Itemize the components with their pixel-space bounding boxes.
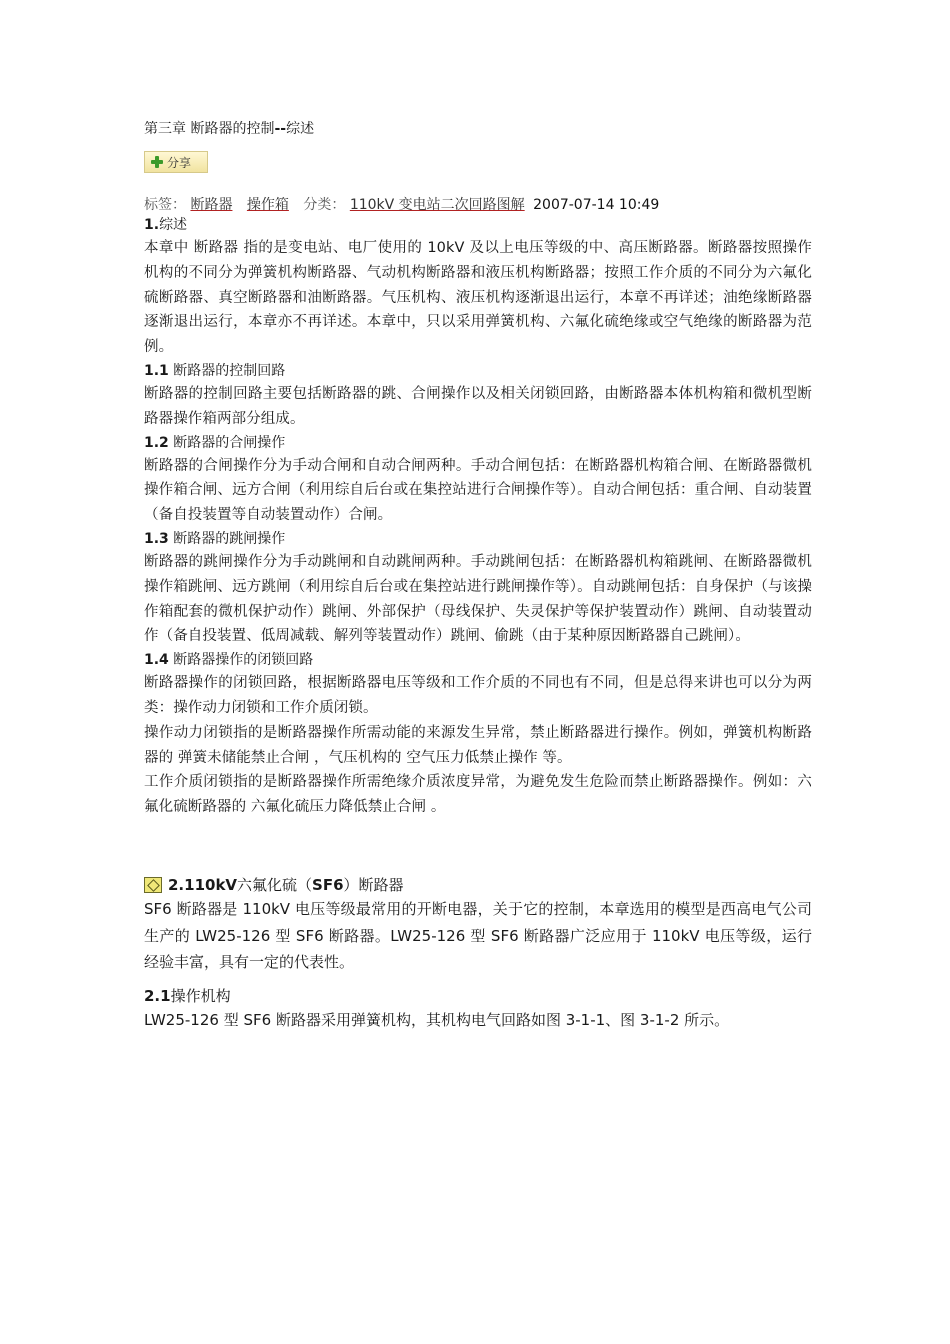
paragraph-overview: 本章中 断路器 指的是变电站、电厂使用的 10kV 及以上电压等级的中、高压断路器。断路器按照操作机构的不同分为弹簧机构断路器、气动机构断路器和液压机构断路器；按照工作介质的不同分为六氟化硫断路器、真空断路器和油断路器。气压机构、液压机构逐渐退出运行，本章不再详述；油绝缘断路器逐渐退出运行，本章亦不再详述。本章中，只以采用弹簧机构、六氟化硫绝缘或空气绝缘的断路器为范例。: [144, 240, 812, 356]
paragraph-medium-interlock: 工作介质闭锁指的是断路器操作所需绝缘介质浓度异常，为避免发生危险而禁止断路器操作。例如：六氟化硫断路器的 六氟化硫压力降低禁止合闸 。: [144, 774, 812, 816]
category-label: 分类：: [303, 197, 346, 213]
heading-2-text: 六氟化硫（: [237, 876, 313, 894]
paragraph-closing: 断路器的合闸操作分为手动合闸和自动合闸两种。手动合闸包括：在断路器机构箱合闸、在断路器微机操作箱合闸、远方合闸（利用综自后台或在集控站进行合闸操作等）。自动合闸包括：重合闸、自动装置（备自投装置等自动装置动作）合闸。: [144, 457, 812, 524]
section-title: 断路器的跳闸操作: [168, 530, 286, 547]
share-button[interactable]: [144, 151, 208, 173]
tags-label: 标签：: [144, 197, 186, 213]
heading-2-sf6: SF6: [312, 876, 344, 894]
section-title: 操作机构: [170, 986, 231, 1005]
heading-2-number: 2.110kV: [168, 876, 238, 894]
tag-link-breaker[interactable]: 断路器: [190, 197, 233, 213]
share-label: 分享: [167, 155, 192, 170]
section-title: 断路器的合闸操作: [168, 434, 286, 451]
section-heading-1-4: [144, 649, 812, 671]
section-heading-1: [144, 214, 812, 236]
image-placeholder-icon: [144, 877, 162, 893]
section-title: 综述: [159, 217, 188, 233]
paragraph-mechanism: LW25-126 型 SF6 断路器采用弹簧机构，其机构电气回路如图 3-1-1、图 3-1-2 所示。: [144, 1010, 730, 1029]
title-suffix: 综述: [286, 121, 315, 137]
paragraph-sf6-intro: SF6 断路器是 110kV 电压等级最常用的开断电器，关于它的控制，本章选用的模型是西高电气公司生产的 LW25-126 型 SF6 断路器。LW25-126 型 SF6 断路器广泛应用于 110kV 电压等级，运行经验丰富，具有一定的代表性。: [144, 900, 812, 971]
title-prefix: 第三章 断路器的控制: [144, 121, 275, 137]
section-heading-2: [144, 874, 812, 896]
section-number: 1.3: [144, 530, 169, 547]
section-number: 1.4: [144, 652, 169, 669]
article-body: [144, 214, 812, 820]
heading-2-tail: ）断路器: [343, 876, 404, 894]
title-dash: --: [274, 121, 287, 137]
paragraph-tripping: 断路器的跳闸操作分为手动跳闸和自动跳闸两种。手动跳闸包括：在断路器机构箱跳闸、在断路器微机操作箱跳闸、远方跳闸（利用综自后台或在集控站进行跳闸操作等）。自动跳闸包括：自身保护（与该操作箱配套的微机保护动作）跳闸、外部保护（母线保护、失灵保护等保护装置动作）跳闸、自动装置动作（备自投装置、低周减载、解列等装置动作）跳闸、偷跳（由于某种原因断路器自己跳闸）。: [144, 553, 812, 645]
section-heading-1-1: [144, 360, 812, 382]
plus-icon: [151, 156, 163, 168]
category-link[interactable]: 110kV 变电站二次回路图解: [349, 197, 525, 213]
section-number: 1.1: [144, 362, 169, 379]
post-meta: [144, 195, 659, 215]
section-number: 2.1: [144, 986, 171, 1005]
post-date: 2007-07-14 10:49: [533, 197, 660, 213]
paragraph-interlock: 断路器操作的闭锁回路，根据断路器电压等级和工作介质的不同也有不同，但是总得来讲也可以分为两类：操作动力闭锁和工作介质闭锁。: [144, 675, 812, 716]
section-title: 断路器的控制回路: [168, 362, 286, 379]
section-title: 断路器操作的闭锁回路: [168, 652, 314, 669]
section-heading-2-1: [144, 985, 812, 1007]
page-title: [144, 119, 314, 139]
section-number: 1.2: [144, 434, 169, 451]
section-heading-1-3: [144, 528, 812, 550]
paragraph-control-circuit: 断路器的控制回路主要包括断路器的跳、合闸操作以及相关闭锁回路，由断路器本体机构箱和微机型断路器操作箱两部分组成。: [144, 385, 812, 427]
section-2: [144, 874, 812, 1033]
tag-link-operation-box[interactable]: 操作箱: [246, 197, 289, 213]
paragraph-power-interlock: 操作动力闭锁指的是断路器操作所需动能的来源发生异常，禁止断路器进行操作。例如，弹簧机构断路器的 弹簧未储能禁止合闸 ，气压机构的 空气压力低禁止操作 等。: [144, 724, 812, 766]
section-number: 1.: [144, 217, 160, 233]
section-heading-1-2: [144, 432, 812, 454]
